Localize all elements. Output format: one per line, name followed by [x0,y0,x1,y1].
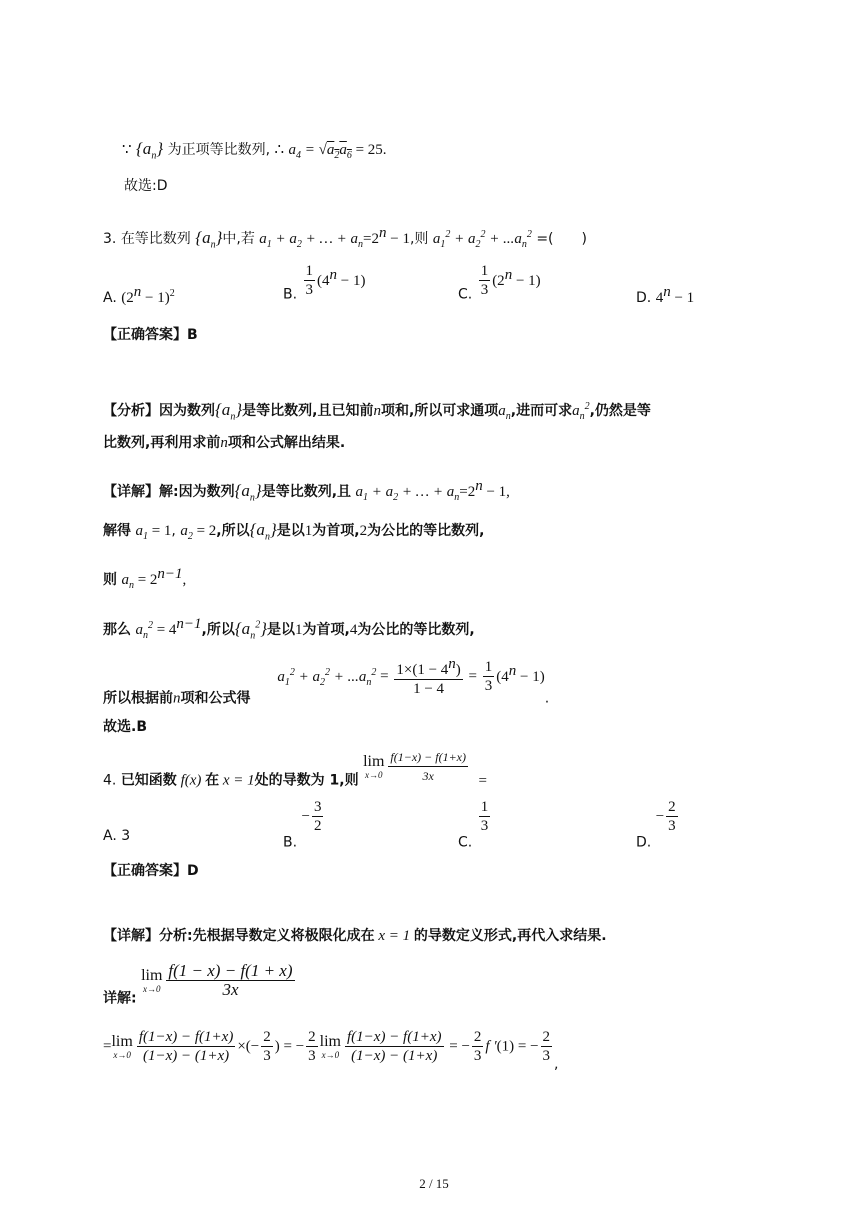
because-symbol: ∵ [122,142,132,158]
q4-option-b[interactable]: B. − $\frac{3}{2}$ [283,799,322,851]
q4-detail-lim: 详解: lim x→0 $\frac{f(1 - x) - f(1 + x)}{3x}$ [103,961,293,1007]
q4-option-a[interactable]: A. 3 [103,828,131,844]
q3-analysis: 【分析】因为数列$\{a_n\}$是等比数列,且已知前n项和,所以可求通项$a_n$,进而可求$a_n^2$,仍然是等 [103,400,651,423]
q4-option-d[interactable]: D. − $\frac{2}{3}$ [636,799,676,851]
q3-solve: 解得 $a_1 = 1$, $a_2 = 2$,所以$\{a_n\}$是以1为首项,2为公比的等比数列, [103,520,485,543]
q3-answer: 【正确答案】B [103,327,198,343]
q3-then: 则 $a_n = 2^{n-1}$, [103,566,187,591]
q4-detail: 【详解】分析:先根据导数定义将极限化成在 x = 1 的导数定义形式,再代入求结果. [103,928,607,944]
question-4: 4. 已知函数 f(x) 在 x = 1处的导数为 1,则 lim x→0 $\frac{f(1-x) - f(1+x)}{3x}$ = [103,750,487,789]
line-positive-geometric: ∵ $\{a_n\}$ 为正项等比数列, ∴ $a_4 = √a_2a_6 = 25$. [122,139,387,162]
q3-option-a[interactable]: A. $(2^n - 1)^2$ [103,284,175,306]
page-number: 2 / 15 [419,1176,449,1191]
line-choose-d: 故选:D [124,178,168,194]
q3-detail: 【详解】解:因为数列$\{a_n\}$是等比数列,且 $a_1 + a_2$ + … + $a_n=2^n - 1$, [103,478,510,504]
q4-option-c[interactable]: C. $\frac{1}{3}$ [458,799,489,851]
q3-sum: 所以根据前n项和公式得 $a_1^2 + a_2^2 + ...a_n^2$ = $\frac{1\times(1 - 4^n)}{1 - 4}$ = $\frac{1}{3}$ $(4^n - 1)$. [103,656,550,707]
q3-analysis-cont: 比数列,再利用求前n项和公式解出结果. [103,435,346,451]
q3-choose: 故选.B [103,719,147,735]
q3-option-c[interactable]: C. $\frac{1}{3}$ $(2^n - 1)$ [458,263,541,303]
q3-square: 那么 $a_n^2 = 4^{n-1}$,所以$\{a_n^2\}$是以1为首项,4为公比的等比数列, [103,616,475,642]
q4-answer: 【正确答案】D [103,863,199,879]
question-3: 3. 在等比数列 $\{a_n\}$中,若 $a_1 + a_2$ + … + $a_n=2^n - 1$,则 $a_1^2 + a_2^2 + ...a_n^2$ =( ) [103,225,587,251]
q3-option-b[interactable]: B. $\frac{1}{3}$ $(4^n - 1)$ [283,263,366,303]
q4-detail-steps: = lim x→0 $\frac{f(1-x) - f(1+x)}{(1-x) - (1+x)}$ ×(− $\frac{2}{3}$ ) = − $\frac{2}{3}$ lim x→0 $\frac{f(1-x) - f(1+x)}{(1-x) - (1+x)}$ = − $\frac{2}{3}$ f ′(1) = − $\frac{2}{3}$ , [103,1029,559,1073]
q3-option-d[interactable]: D. $4^n - 1$ [636,284,695,306]
